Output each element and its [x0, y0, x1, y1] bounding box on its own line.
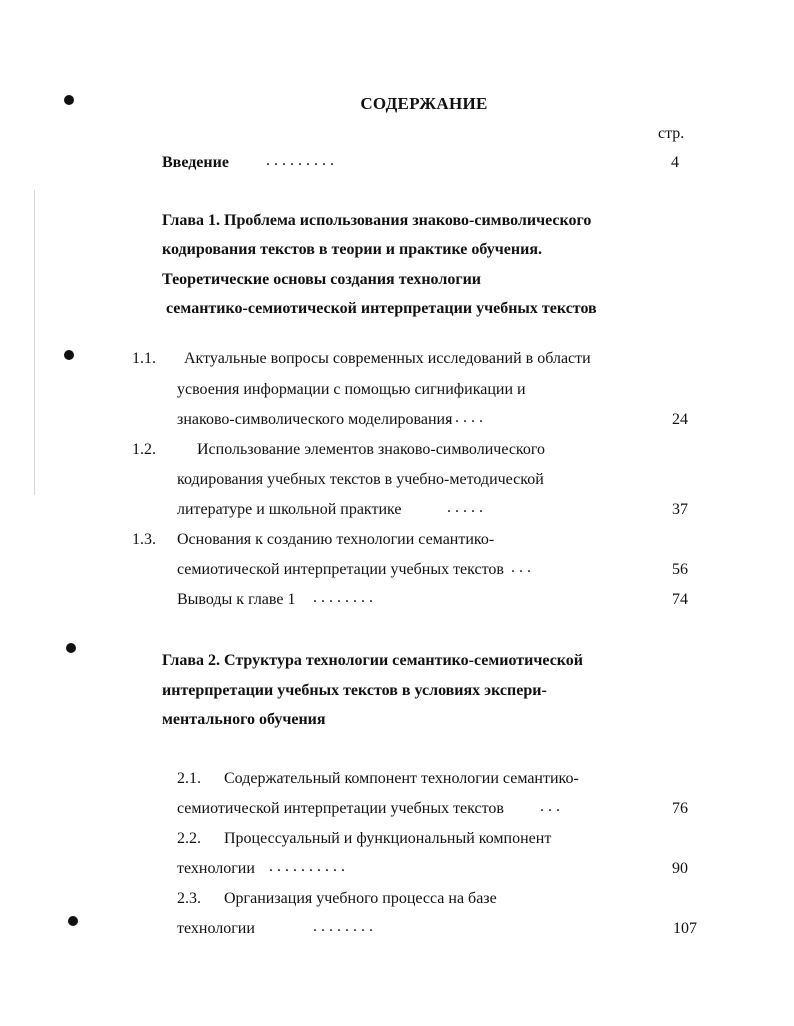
section-1-1-line: усвоения информации с помощью сигнификации и — [177, 381, 526, 398]
punch-hole-mark — [68, 916, 78, 926]
section-2-1-page: 76 — [672, 800, 688, 817]
section-1-1-dots: . . . . . — [447, 409, 483, 426]
page-column-label: стр. — [658, 125, 685, 142]
chapter-1-heading-line: кодирования текстов в теории и практике обучения. — [162, 241, 542, 258]
section-2-3-line: технологии — [177, 920, 255, 937]
section-1-1-line: знаково-символического моделирования — [177, 411, 453, 428]
section-2-3-page: 107 — [673, 920, 697, 937]
section-1-3-page: 56 — [672, 561, 688, 578]
section-1-1-line: Актуальные вопросы современных исследований в области — [184, 350, 591, 367]
section-1-3-dots: . . . — [511, 559, 531, 576]
section-1-3-line: Основания к созданию технологии семантико- — [177, 531, 495, 548]
chapter-1-heading-line: семантико-семиотической интерпретации учебных текстов — [166, 300, 597, 317]
section-2-2-page: 90 — [672, 860, 688, 877]
scan-edge-line — [34, 190, 35, 495]
toc-intro-label: Введение — [162, 154, 229, 171]
chapter-2-heading-line: интерпретации учебных текстов в условиях экспери- — [162, 682, 547, 699]
section-number: 1.1. — [132, 350, 156, 367]
section-1-1-page: 24 — [672, 411, 688, 428]
page-title: СОДЕРЖАНИЕ — [360, 94, 488, 113]
punch-hole-mark — [64, 350, 74, 360]
section-1-3-line: семиотической интерпретации учебных текстов — [177, 561, 504, 578]
section-1-2-line: Использование элементов знаково-символического — [197, 441, 546, 458]
section-number: 2.3. — [177, 890, 201, 907]
conclusions-1-dots: . . . . . . . . — [313, 589, 373, 606]
toc-intro-page: 4 — [671, 154, 679, 171]
section-2-1-line: Содержательный компонент технологии семантико- — [224, 770, 579, 787]
section-1-2-line: литературе и школьной практике — [177, 501, 402, 518]
section-2-1-dots: . . . — [540, 798, 560, 815]
section-1-2-line: кодирования учебных текстов в учебно-методической — [177, 471, 544, 488]
chapter-1-heading-line: Глава 1. Проблема использования знаково-символического — [162, 212, 592, 229]
section-number: 1.3. — [132, 531, 156, 548]
toc-intro-dots: . . . . . . . . . — [266, 152, 334, 169]
section-2-2-line: Процессуальный и функциональный компонент — [224, 830, 552, 847]
section-2-1-line: семиотической интерпретации учебных текстов — [177, 800, 504, 817]
section-2-2-dots: . . . . . . . . . . — [269, 858, 345, 875]
section-1-2-page: 37 — [672, 501, 688, 518]
section-2-2-line: технологии — [177, 860, 255, 877]
chapter-1-heading-line: Теоретические основы создания технологии — [162, 271, 482, 288]
section-number: 2.2. — [177, 830, 201, 847]
section-1-2-dots: . . . . . — [447, 499, 483, 516]
punch-hole-mark — [66, 643, 76, 653]
chapter-2-heading-line: Глава 2. Структура технологии семантико-семиотической — [162, 652, 584, 669]
chapter-2-heading-line: ментального обучения — [162, 711, 326, 728]
section-number: 2.1. — [177, 770, 201, 787]
section-2-3-line: Организация учебного процесса на базе — [224, 890, 497, 907]
section-2-3-dots: . . . . . . . . — [313, 918, 373, 935]
section-number: 1.2. — [132, 441, 156, 458]
conclusions-1-label: Выводы к главе 1 — [177, 591, 296, 608]
conclusions-1-page: 74 — [672, 591, 688, 608]
